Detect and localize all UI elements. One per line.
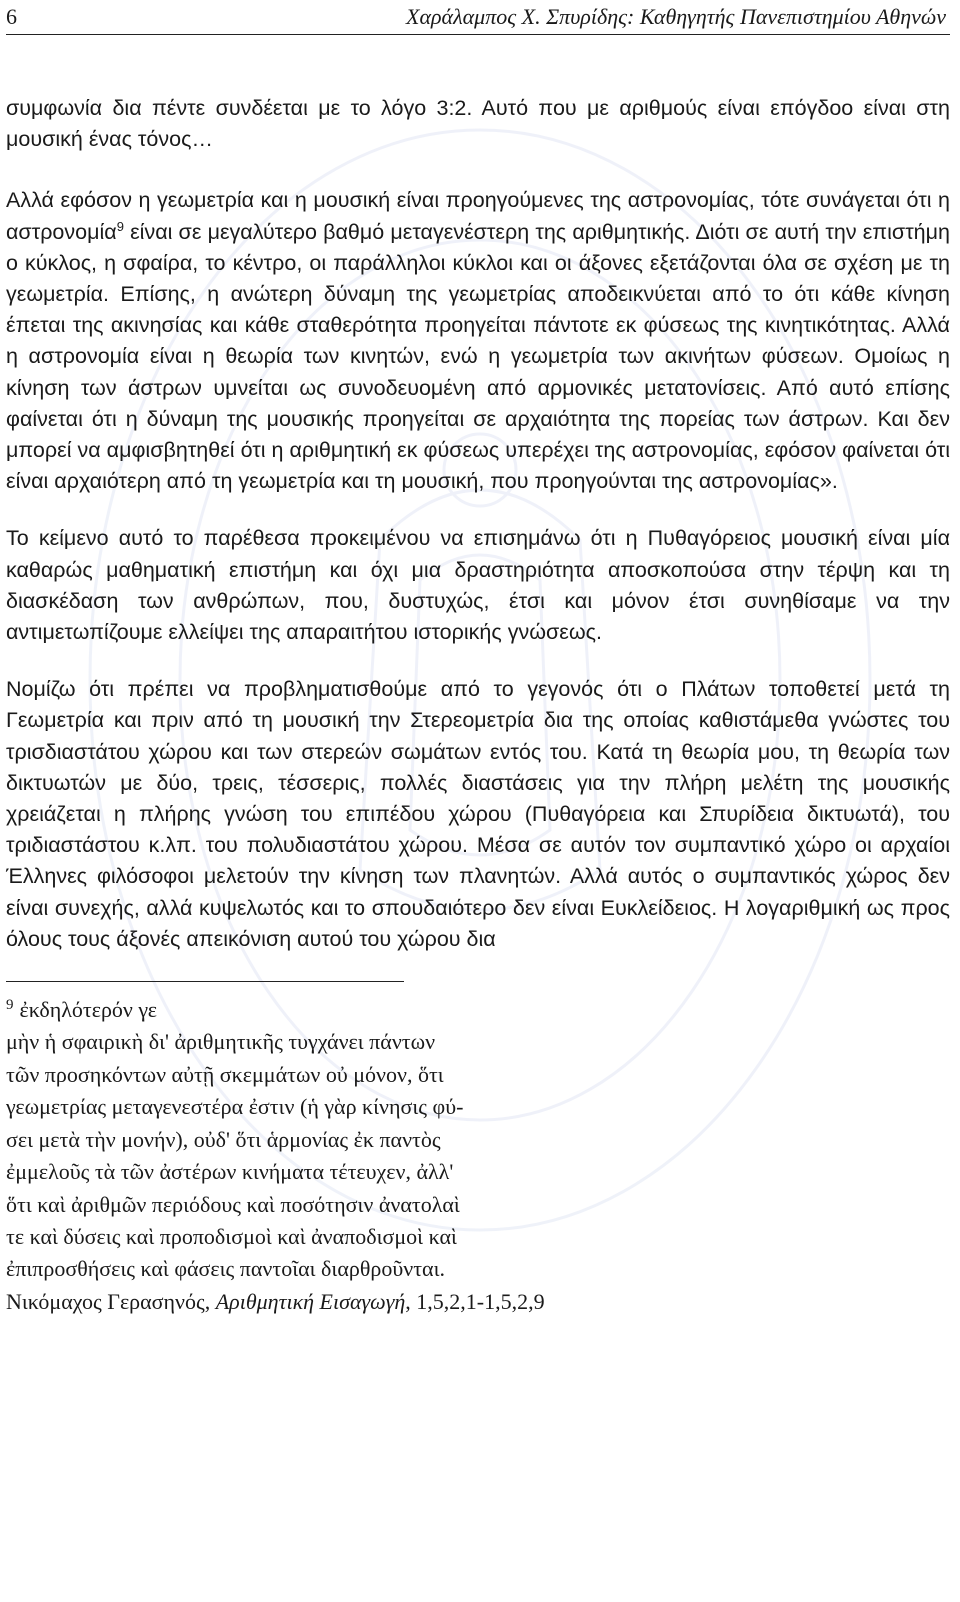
footnote-line: ὅτι καὶ ἀριθμῶν περιόδους καὶ ποσότησιν ἀνατολαὶ (6, 1191, 460, 1217)
footnote-line: τε καὶ δύσεις καὶ προποδισμοὶ καὶ ἀναποδισμοὶ καὶ (6, 1223, 457, 1249)
running-title: Χαράλαμπος Χ. Σπυρίδης: Καθηγητής Πανεπιστημίου Αθηνών (406, 4, 946, 29)
running-header (6, 4, 950, 35)
footnote-line: τῶν προσηκόντων αὐτῇ σκεμμάτων οὐ μόνον, ὅτι (6, 1061, 444, 1087)
footnote-line: σει μετὰ τὴν μονήν), οὐδ' ὅτι ἁρμονίας ἐκ παντὸς (6, 1126, 441, 1152)
footnote-reference: 9 (116, 218, 124, 234)
footnote-line (6, 994, 950, 1026)
paragraph-2 (6, 185, 950, 497)
page-number: 6 (6, 4, 17, 29)
document-page (6, 0, 950, 1318)
footnote-separator (6, 981, 404, 982)
footnote-line: γεωμετρίας μεταγενεστέρα ἐστιν (ἡ γὰρ κίνησις φύ- (6, 1094, 464, 1120)
paragraph-2-part-a: Αλλά εφόσον η γεωμετρία και η μουσική είναι προηγούμενες της αστρονομίας, τότε συνάγεται ότι η αστρονομία (6, 188, 950, 244)
footnote-mark: 9 (6, 996, 14, 1013)
citation-author: Νικόμαχος Γερασηνός, (6, 1288, 216, 1314)
footnote-line-text: ἐκδηλότερόν γε (19, 997, 157, 1023)
footnote-line: ἐπιπροσθήσεις καὶ φάσεις παντοῖαι διαρθροῦνται. (6, 1256, 445, 1282)
footnote-line: ἐμμελοῦς τὰ τῶν ἀστέρων κινήματα τέτευχεν, ἀλλ' (6, 1159, 454, 1185)
citation-work: Αριθμητική Εισαγωγή (215, 1288, 406, 1314)
footnote-citation (6, 1286, 950, 1318)
paragraph-2-part-b: είναι σε μεγαλύτερο βαθμό μεταγενέστερη της αριθμητικής. Διότι σε αυτή την επιστήμη ο κύκλος, η σφαίρα, το κέντρο, οι παράλληλοι κύκλοι και οι άξονες εξετάζονται όλα σε σχέση με τη γεωμετρία. Επίσης, η ανώτερη δύναμη της γεωμετρίας αποδεικνύεται από το ότι κάθε κίνηση έπεται της ακινησίας και κάθε σταθερότητα προηγείται πάντοτε εκ φύσεως της κινητικότητας. Αλλά η αστρονομία είναι η θεωρία των κινητών, ενώ η γεωμετρία των ακινήτων φύσεων. Ομοίως η κίνηση των άστρων υμνείται ως συνοδευομένη από αρμονικές μετατονίσεις. Από αυτό επίσης φαίνεται ότι η δύναμη της μουσικής προηγείται σε αρχαιότητα της πορείας των άστρων. Και δεν μπορεί να αμφισβητηθεί ότι η αριθμητική εκ φύσεως υπερέχει της αστρονομίας, εφόσον φαίνεται ότι είναι αρχαιότερη από τη γεωμετρία και τη μουσική, που προηγούνται της αστρονομίας». (6, 219, 950, 494)
footnote (6, 994, 950, 1318)
citation-ref: , 1,5,2,1-1,5,2,9 (405, 1288, 545, 1314)
paragraph-1: συμφωνία δια πέντε συνδέεται με το λόγο 3:2. Αυτό που με αριθμούς είναι επόγδοο είναι στη μουσική ένας τόνος… (6, 96, 950, 152)
paragraph-4: Νομίζω ότι πρέπει να προβληματισθούμε από το γεγονός ότι ο Πλάτων τοποθετεί μετά τη Γεωμετρία και πριν από τη μουσική την Στερεομετρία δια της οποίας καθιστάμεθα γνώστες του τρισδιαστάτου χώρου και των στερεών σωμάτων εντός του. Κατά τη θεωρία μου, τη θεωρία των δικτυωτών με δύο, τρεις, τέσσερις, πολλές διαστάσεις για την πλήρη μελέτη της μουσικής χρειάζεται η πλήρης γνώση του επιπέδου χώρου (Πυθαγόρεια και Σπυρίδεια δικτυωτά), του τριδιαστάστου κ.λπ. του πολυδιαστάτου χώρου. Μέσα σε αυτόν τον συμπαντικό χώρο οι αρχαίοι Έλληνες φιλόσοφοι μελετούν την κίνηση των πλανητών. Αλλά αυτός ο συμπαντικός χώρος δεν είναι συνεχής, αλλά κυψελωτός και το σπουδαιότερο δεν είναι Ευκλείδειος. Η λογαριθμική ως προς όλους τους άξονές απεικόνιση αυτού του χώρου δια (6, 677, 950, 951)
body-text (6, 93, 950, 955)
footnote-line: μὴν ἡ σφαιρικὴ δι' ἀριθμητικῆς τυγχάνει πάντων (6, 1029, 436, 1055)
paragraph-3: Το κείμενο αυτό το παρέθεσα προκειμένου να επισημάνω ότι η Πυθαγόρειος μουσική είναι μία καθαρώς μαθηματική επιστήμη και όχι μια δραστηριότητα αποσκοπούσα στην τέρψη και τη διασκέδαση των ανθρώπων, που, δυστυχώς, έτσι και μόνον έτσι συνηθίσαμε να την αντιμετωπίζουμε ελλείψει της απαραιτήτου ιστορικής γνώσεως. (6, 526, 950, 645)
